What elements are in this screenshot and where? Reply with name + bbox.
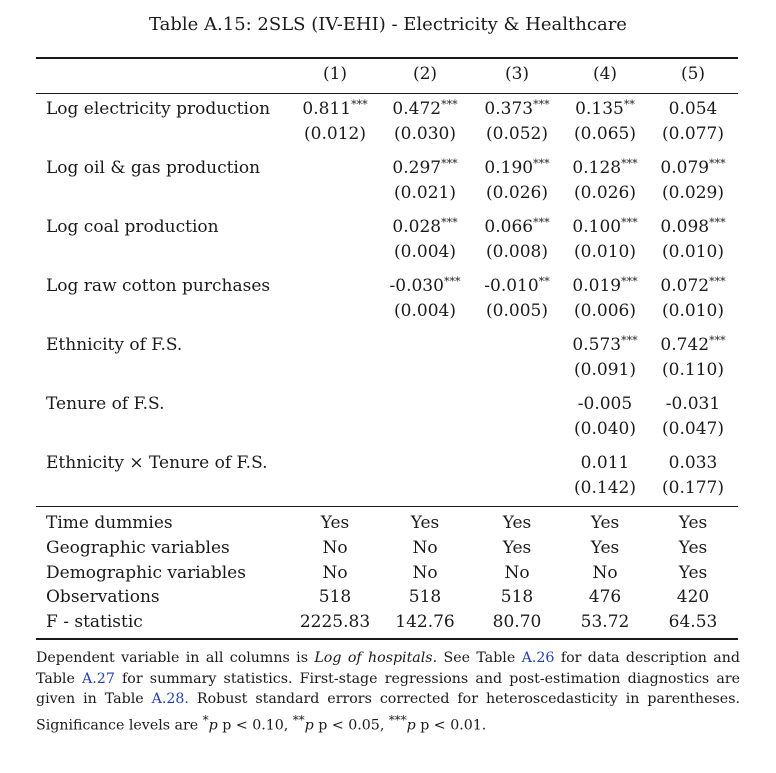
row-label: Ethnicity × Tenure of F.S. [46, 453, 268, 473]
significance-stars: *** [621, 274, 638, 288]
coefficient: -0.031 [665, 394, 721, 414]
standard-error: (0.004) [394, 242, 456, 262]
control-label: F - statistic [46, 612, 143, 633]
coefficient: 0.079*** [660, 156, 726, 178]
coefficient: 0.190*** [484, 156, 550, 178]
control-value: Yes [590, 537, 620, 558]
coefficient: 0.028*** [392, 215, 458, 237]
coefficient: 0.297*** [392, 156, 458, 178]
significance-stars: *** [621, 333, 638, 347]
coefficient: 0.033 [668, 453, 718, 473]
standard-error: (0.005) [486, 301, 548, 321]
control-value: No [322, 537, 348, 558]
standard-error: (0.021) [394, 183, 456, 203]
coefficient: -0.030*** [389, 274, 461, 296]
standard-error: (0.004) [394, 301, 456, 321]
standard-error: (0.065) [574, 124, 636, 144]
standard-error: (0.077) [662, 124, 724, 144]
control-value: 142.76 [395, 612, 455, 633]
control-value: Yes [320, 513, 350, 533]
control-value: Yes [410, 513, 440, 533]
significance-stars: *** [709, 156, 726, 170]
significance-stars: *** [533, 156, 550, 170]
significance-stars: ** [623, 97, 635, 111]
control-value: 518 [408, 587, 442, 608]
mid-rule [36, 506, 738, 507]
row-label: Log electricity production [46, 99, 271, 119]
dependent-variable: Log of hospitals. [314, 650, 438, 666]
significance-stars: *** [533, 215, 550, 229]
row-label: Log oil & gas production [46, 158, 261, 178]
table-ref-link[interactable]: A.26 [521, 650, 555, 666]
standard-error: (0.047) [662, 419, 724, 439]
coefficient: 0.373*** [484, 97, 550, 119]
coefficient: 0.066*** [484, 215, 550, 237]
bottom-rule [36, 638, 738, 640]
significance-stars: ** [538, 274, 550, 288]
standard-error: (0.008) [486, 242, 548, 262]
significance-stars: *** [443, 274, 461, 288]
significance-stars: *** [709, 333, 726, 347]
standard-error: (0.177) [662, 478, 724, 498]
control-value: 53.72 [580, 612, 630, 633]
coefficient: 0.011 [580, 453, 630, 473]
control-value: Yes [502, 513, 532, 533]
control-value: 518 [318, 587, 352, 608]
control-value: Yes [678, 513, 708, 533]
coefficient: 0.573*** [572, 333, 638, 355]
standard-error: (0.029) [662, 183, 724, 203]
column-header: (2) [412, 64, 438, 84]
coefficient: 0.072*** [660, 274, 726, 296]
table-title: Table A.15: 2SLS (IV-EHI) - Electricity & Healthcare [149, 14, 627, 35]
significance-stars: *** [621, 215, 638, 229]
row-label: Ethnicity of F.S. [46, 335, 183, 355]
column-header: (5) [680, 64, 706, 84]
standard-error: (0.010) [662, 242, 724, 262]
significance-stars: *** [441, 97, 458, 111]
control-value: No [504, 562, 530, 583]
standard-error: (0.006) [574, 301, 636, 321]
control-label: Time dummies [46, 513, 173, 533]
top-rule [36, 57, 738, 59]
control-label: Observations [46, 587, 160, 608]
significance-stars: *** [351, 97, 368, 111]
table-note: Dependent variable in all columns is Log of hospitals. See Table A.26 for data description and Table A.27 for summary statistics. First-stage regressions and post-estimation diagnostics are given in Table A.28. Robust standard errors corrected for heteroscedasticity in parentheses. Significance levels are *p p < 0.10, **p p < 0.05, ***p p < 0.01. [36, 650, 740, 734]
coefficient: -0.005 [577, 394, 633, 414]
control-value: 518 [500, 587, 534, 608]
row-label: Log raw cotton purchases [46, 276, 271, 296]
coefficient: 0.019*** [572, 274, 638, 296]
column-header: (1) [322, 64, 348, 84]
standard-error: (0.040) [574, 419, 636, 439]
control-label: Geographic variables [46, 537, 230, 558]
control-value: 476 [588, 587, 622, 608]
control-value: 420 [676, 587, 710, 608]
coefficient: 0.100*** [572, 215, 638, 237]
control-value: No [412, 537, 438, 558]
standard-error: (0.026) [574, 183, 636, 203]
table-ref-link[interactable]: A.27 [82, 670, 115, 687]
coefficient: 0.472*** [392, 97, 458, 119]
control-value: No [322, 562, 348, 583]
control-value: 2225.83 [299, 612, 371, 633]
standard-error: (0.030) [394, 124, 456, 144]
coefficient: 0.811*** [302, 97, 368, 119]
significance-stars: *** [709, 274, 726, 288]
control-label: Demographic variables [46, 562, 246, 583]
column-header: (4) [592, 64, 618, 84]
control-value: Yes [678, 537, 708, 558]
significance-stars: *** [709, 215, 726, 229]
standard-error: (0.010) [662, 301, 724, 321]
standard-error: (0.110) [662, 360, 724, 380]
row-label: Log coal production [46, 217, 219, 237]
significance-stars: *** [621, 156, 638, 170]
coefficient: 0.742*** [660, 333, 726, 355]
control-value: Yes [678, 562, 708, 583]
standard-error: (0.010) [574, 242, 636, 262]
coefficient: -0.010** [484, 274, 550, 296]
control-value: Yes [590, 513, 620, 533]
standard-error: (0.052) [486, 124, 548, 144]
standard-error: (0.012) [304, 124, 366, 144]
table-ref-link[interactable]: A.28. [151, 691, 189, 707]
significance-stars: *** [533, 97, 550, 111]
standard-error: (0.026) [486, 183, 548, 203]
coefficient: 0.098*** [660, 215, 726, 237]
column-header: (3) [504, 64, 530, 84]
control-value: No [412, 562, 438, 583]
significance-stars: *** [441, 215, 458, 229]
header-rule [36, 93, 738, 94]
coefficient: 0.054 [668, 99, 718, 119]
control-value: 80.70 [492, 612, 542, 633]
control-value: No [592, 562, 618, 583]
standard-error: (0.142) [574, 478, 636, 498]
significance-stars: *** [441, 156, 458, 170]
control-value: 64.53 [668, 612, 718, 633]
coefficient: 0.135** [575, 97, 635, 119]
control-value: Yes [502, 537, 532, 558]
coefficient: 0.128*** [572, 156, 638, 178]
row-label: Tenure of F.S. [46, 394, 165, 414]
standard-error: (0.091) [574, 360, 636, 380]
